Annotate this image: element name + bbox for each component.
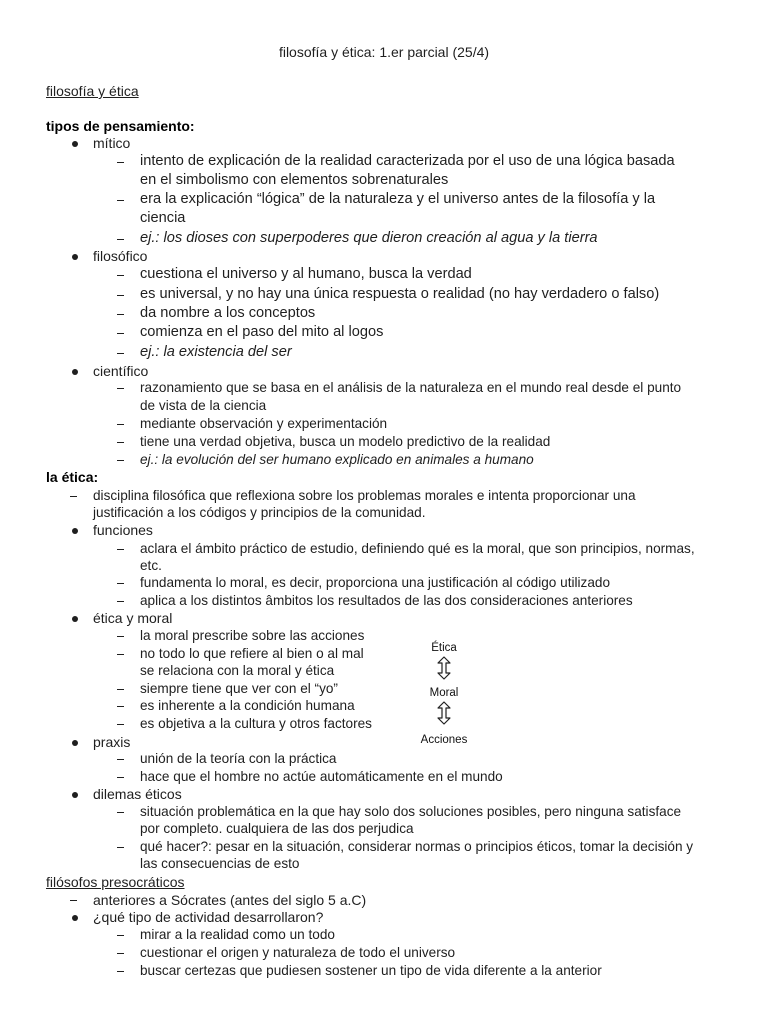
dash-icon	[117, 549, 124, 550]
bullet-icon	[72, 369, 78, 375]
bullet-icon	[72, 792, 78, 798]
list-item: ej.: la existencia del ser	[140, 344, 292, 360]
dash-icon	[117, 200, 124, 201]
section-heading: filosofía y ética	[46, 83, 139, 99]
list-item: intento de explicación de la realidad caracterizada por el uso de una lógica basada	[140, 153, 675, 169]
list-item: razonamiento que se basa en el análisis de la naturaleza en el mundo real desde el punto	[140, 380, 682, 395]
dash-icon	[117, 706, 124, 707]
list-item: mirar a la realidad como un todo	[140, 927, 335, 942]
dash-icon	[117, 759, 124, 760]
dash-icon	[117, 239, 124, 240]
list-item: por completo. cualquiera de las dos perjudica	[140, 821, 414, 836]
dash-icon	[117, 314, 124, 315]
cientifico-label: científico	[93, 363, 149, 379]
list-item: qué hacer?: pesar en la situación, considerar normas o principios éticos, tomar la decisión y	[140, 839, 694, 854]
up-down-arrow-icon	[433, 656, 455, 680]
etica-intro: disciplina filosófica que reflexiona sobre los problemas morales e intenta proporcionar una	[93, 488, 636, 503]
list-item: fundamenta lo moral, es decir, proporciona una justificación al código utilizado	[140, 575, 611, 590]
list-item: no todo lo que refiere al bien o al mal	[140, 646, 364, 661]
bullet-icon	[72, 528, 78, 534]
bullet-icon	[72, 616, 78, 622]
list-item: la moral prescribe sobre las acciones	[140, 628, 365, 643]
etica-intro: justificación a los códigos y principios de la comunidad.	[93, 505, 426, 520]
list-item: etc.	[140, 558, 162, 573]
dash-icon	[117, 724, 124, 725]
actividad-label: ¿qué tipo de actividad desarrollaron?	[93, 909, 324, 925]
list-item: cuestionar el origen y naturaleza de todo el universo	[140, 945, 456, 960]
dash-icon	[117, 812, 124, 813]
list-item: aclara el ámbito práctico de estudio, definiendo qué es la moral, que son principios, normas,	[140, 541, 695, 556]
list-item: ej.: la evolución del ser humano explicado en animales a humano	[140, 452, 534, 467]
list-item: es inherente a la condición humana	[140, 698, 355, 713]
dash-icon	[70, 496, 77, 497]
dash-icon	[117, 424, 124, 425]
list-item: mediante observación y experimentación	[140, 416, 388, 431]
dash-icon	[117, 847, 124, 848]
dash-icon	[70, 900, 77, 901]
list-item: siempre tiene que ver con el “yo”	[140, 681, 338, 696]
list-item: da nombre a los conceptos	[140, 305, 316, 321]
dash-icon	[117, 971, 124, 972]
funciones-label: funciones	[93, 522, 153, 538]
list-item: tiene una verdad objetiva, busca un modelo predictivo de la realidad	[140, 434, 551, 449]
bullet-icon	[72, 740, 78, 746]
list-item: en el simbolismo con elementos sobrenaturales	[140, 172, 449, 188]
list-item: se relaciona con la moral y ética	[140, 663, 335, 678]
dilemas-label: dilemas éticos	[93, 786, 182, 802]
dash-icon	[117, 953, 124, 954]
list-item: cuestiona el universo y al humano, busca la verdad	[140, 266, 472, 282]
dash-icon	[117, 460, 124, 461]
list-item: ciencia	[140, 210, 186, 226]
presocraticos-intro: anteriores a Sócrates (antes del siglo 5 a.C)	[93, 892, 367, 908]
dash-icon	[117, 333, 124, 334]
list-item: hace que el hombre no actúe automáticamente en el mundo	[140, 769, 503, 784]
dash-icon	[117, 935, 124, 936]
diagram-acciones-label: Acciones	[420, 734, 468, 746]
dash-icon	[117, 689, 124, 690]
dash-icon	[117, 583, 124, 584]
list-item: comienza en el paso del mito al logos	[140, 324, 384, 340]
list-item: las consecuencias de esto	[140, 856, 300, 871]
praxis-label: praxis	[93, 734, 131, 750]
document-title: filosofía y ética: 1.er parcial (25/4)	[278, 44, 490, 60]
dash-icon	[117, 636, 124, 637]
bullet-icon	[72, 141, 78, 147]
filosofico-label: filosófico	[93, 248, 148, 264]
tipos-heading: tipos de pensamiento:	[46, 118, 195, 134]
mitico-label: mítico	[93, 135, 131, 151]
list-item: de vista de la ciencia	[140, 398, 267, 413]
presocraticos-heading: filósofos presocráticos	[46, 874, 185, 890]
list-item: ej.: los dioses con superpoderes que dieron creación al agua y la tierra	[140, 230, 598, 246]
dash-icon	[117, 353, 124, 354]
dash-icon	[117, 388, 124, 389]
etica-moral-label: ética y moral	[93, 610, 173, 626]
etica-moral-diagram	[409, 636, 479, 750]
list-item: aplica a los distintos âmbitos los resultados de las dos consideraciones anteriores	[140, 593, 633, 608]
list-item: es universal, y no hay una única respuesta o realidad (no hay verdadero o falso)	[140, 286, 660, 302]
diagram-etica-label: Ética	[431, 642, 457, 654]
list-item: unión de la teoría con la práctica	[140, 751, 337, 766]
dash-icon	[117, 295, 124, 296]
dash-icon	[117, 777, 124, 778]
dash-icon	[117, 442, 124, 443]
dash-icon	[117, 601, 124, 602]
list-item: buscar certezas que pudiesen sostener un tipo de vida diferente a la anterior	[140, 963, 602, 978]
diagram-moral-label: Moral	[429, 687, 459, 699]
dash-icon	[117, 162, 124, 163]
etica-heading: la ética:	[46, 469, 99, 485]
bullet-icon	[72, 254, 78, 260]
up-down-arrow-icon	[433, 701, 455, 725]
list-item: era la explicación “lógica” de la naturaleza y el universo antes de la filosofía y la	[140, 191, 656, 207]
list-item: es objetiva a la cultura y otros factores	[140, 716, 372, 731]
dash-icon	[117, 654, 124, 655]
list-item: situación problemática en la que hay solo dos soluciones posibles, pero ninguna satisface	[140, 804, 682, 819]
bullet-icon	[72, 915, 78, 921]
dash-icon	[117, 275, 124, 276]
